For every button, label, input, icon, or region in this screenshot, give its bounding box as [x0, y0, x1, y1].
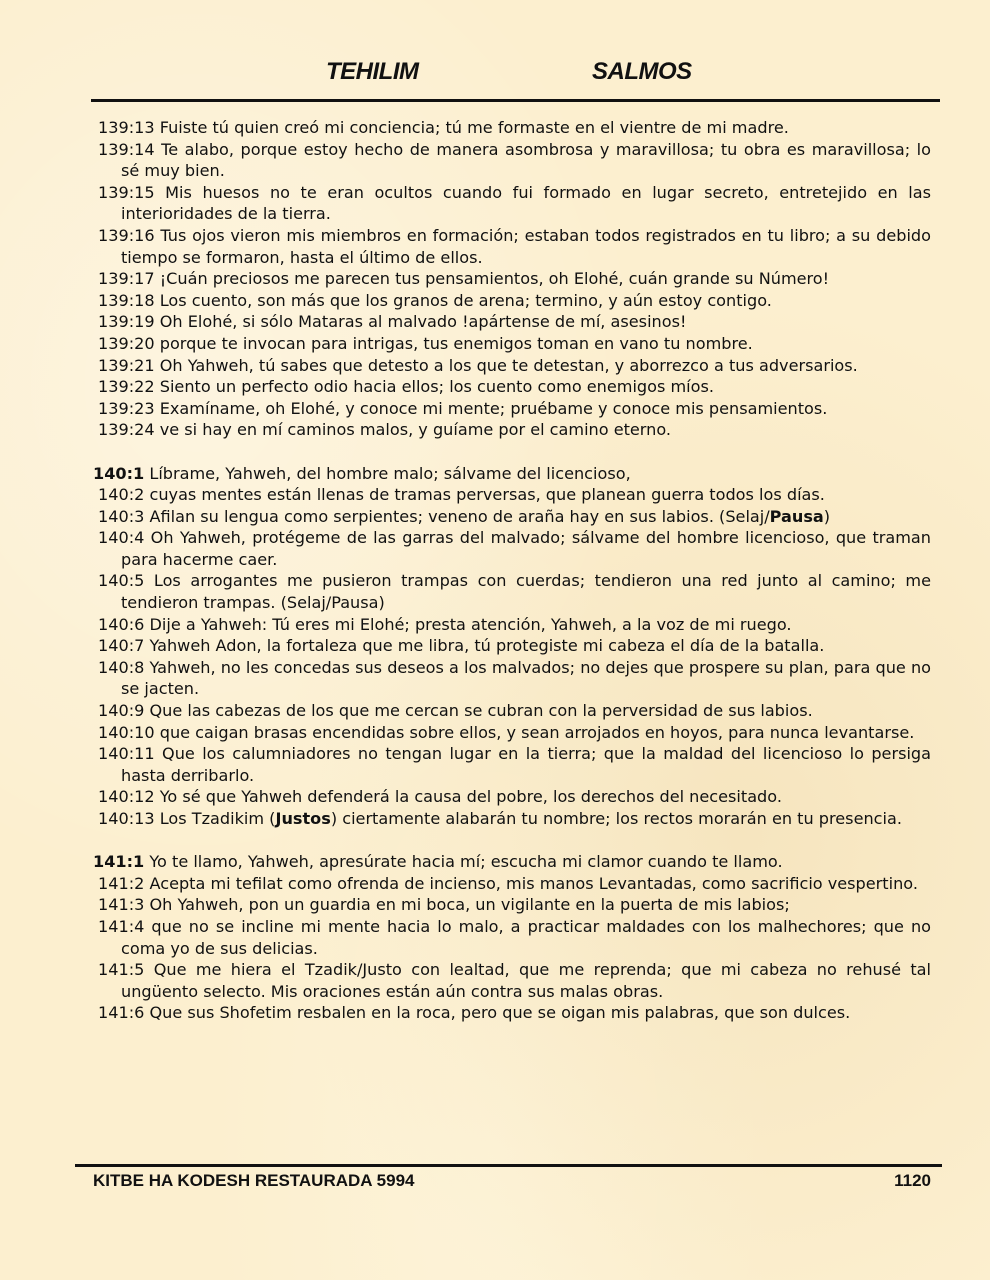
verse: 141:6 Que sus Shofetim resbalen en la roca, pero que se oigan mis palabras, que son dulces. — [98, 1003, 851, 1023]
footer-rule — [75, 1164, 942, 1167]
verse: 139:22 Siento un perfecto odio hacia ellos; los cuento como enemigos míos. — [98, 377, 714, 397]
verse: 140:5 Los arrogantes me pusieron trampas con cuerdas; tendieron una red junto al camino; me tendieron trampas. (Selaj/Pausa) — [98, 571, 931, 613]
paragraph-gap — [93, 441, 931, 463]
verse-reference: 140:1 — [93, 463, 145, 483]
verse-140-3 — [93, 506, 931, 528]
verse-text: ) ciertamente alabarán tu nombre; los rectos morarán en tu presencia. — [330, 809, 902, 828]
page-number: 1120 — [894, 1171, 931, 1190]
verse: 139:17 ¡Cuán preciosos me parecen tus pensamientos, oh Elohé, cuán grande su Número! — [98, 269, 830, 289]
verse: 139:21 Oh Yahweh, tú sabes que detesto a los que te detestan, y aborrezco a tus adversarios. — [98, 355, 858, 375]
header-title-spanish: SALMOS — [592, 58, 692, 85]
verse-140-13 — [93, 808, 931, 830]
emphasis-justos: Justos — [275, 809, 331, 828]
verse: 140:7 Yahweh Adon, la fortaleza que me libra, tú protegiste mi cabeza el día de la batalla. — [98, 636, 825, 656]
verse: 141:2 Acepta mi tefilat como ofrenda de incienso, mis manos Levantadas, como sacrificio vespertino. — [98, 873, 918, 893]
verse-140-1 — [93, 463, 931, 485]
verse: 141:3 Oh Yahweh, pon un guardia en mi boca, un vigilante en la puerta de mis labios; — [98, 895, 790, 915]
verse: 139:14 Te alabo, porque estoy hecho de manera asombrosa y maravillosa; tu obra es maravillosa; lo sé muy bien. — [98, 139, 931, 181]
psalm-140-section — [93, 463, 931, 830]
verse-141-1 — [93, 851, 931, 873]
verse: 140:10 que caigan brasas encendidas sobre ellos, y sean arrojados en hoyos, para nunca levantarse. — [98, 722, 915, 742]
verse: 139:18 Los cuento, son más que los granos de arena; termino, y aún estoy contigo. — [98, 290, 772, 310]
verse: 140:11 Que los calumniadores no tengan lugar en la tierra; que la maldad del licencioso lo persiga hasta derribarlo. — [98, 744, 931, 785]
verse: 141:4 que no se incline mi mente hacia lo malo, a practicar maldades con los malhechores; que no coma yo de sus delicias. — [98, 916, 931, 958]
emphasis-pausa: Pausa — [769, 506, 824, 526]
verse: 139:15 Mis huesos no te eran ocultos cuando fui formado en lugar secreto, entretejido en las interioridades de la tierra. — [98, 182, 931, 224]
verse-text: 140:13 Los Tzadikim ( — [98, 809, 276, 828]
verse: 140:12 Yo sé que Yahweh defenderá la causa del pobre, los derechos del necesitado. — [98, 787, 782, 807]
header-rule — [91, 99, 940, 102]
verse-reference: 141:1 — [93, 852, 145, 872]
verse: 139:24 ve si hay en mí caminos malos, y guíame por el camino eterno. — [98, 420, 672, 440]
page-header — [0, 58, 990, 90]
verse-text: ) — [823, 506, 831, 526]
verse: 140:2 cuyas mentes están llenas de tramas perversas, que planean guerra todos los días. — [98, 485, 825, 505]
psalm-139-section — [93, 117, 931, 441]
verse: 139:16 Tus ojos vieron mis miembros en formación; estaban todos registrados en tu libro; a su debido tiempo se formaron, hasta el último de ellos. — [98, 225, 931, 267]
footer-book-title: KITBE HA KODESH RESTAURADA 5994 — [93, 1171, 415, 1190]
verse: 139:13 Fuiste tú quien creó mi conciencia; tú me formaste en el vientre de mi madre. — [98, 118, 789, 137]
verse: 140:9 Que las cabezas de los que me cercan se cubran con la perversidad de sus labios. — [98, 701, 813, 721]
verse: 141:5 Que me hiera el Tzadik/Justo con lealtad, que me reprenda; que mi cabeza no rehusé tal ungüento selecto. Mis oraciones están aún contra sus malas obras. — [98, 960, 931, 1001]
verse: 140:4 Oh Yahweh, protégeme de las garras del malvado; sálvame del hombre licencioso, que traman para hacerme caer. — [98, 528, 931, 569]
verse: 140:8 Yahweh, no les concedas sus deseos a los malvados; no dejes que prospere su plan, para que no se jacten. — [98, 657, 931, 699]
header-title-hebrew: TEHILIM — [326, 58, 419, 85]
verse: 139:20 porque te invocan para intrigas, tus enemigos toman en vano tu nombre. — [98, 333, 753, 353]
verse-text: Yo te llamo, Yahweh, apresúrate hacia mí; escucha mi clamor cuando te llamo. — [144, 852, 783, 872]
verse-text: Líbrame, Yahweh, del hombre malo; sálvame del licencioso, — [144, 463, 631, 483]
verse-text: 140:3 Afilan su lengua como serpientes; veneno de araña hay en sus labios. (Selaj/ — [98, 506, 770, 526]
paragraph-gap — [93, 830, 931, 852]
page-body — [93, 117, 931, 1024]
verse: 140:6 Dije a Yahweh: Tú eres mi Elohé; presta atención, Yahweh, a la voz de mi ruego. — [98, 614, 792, 634]
verse: 139:19 Oh Elohé, si sólo Mataras al malvado !apártense de mí, asesinos! — [98, 312, 687, 332]
psalm-141-section — [93, 851, 931, 1024]
verse: 139:23 Examíname, oh Elohé, y conoce mi mente; pruébame y conoce mis pensamientos. — [98, 398, 828, 418]
